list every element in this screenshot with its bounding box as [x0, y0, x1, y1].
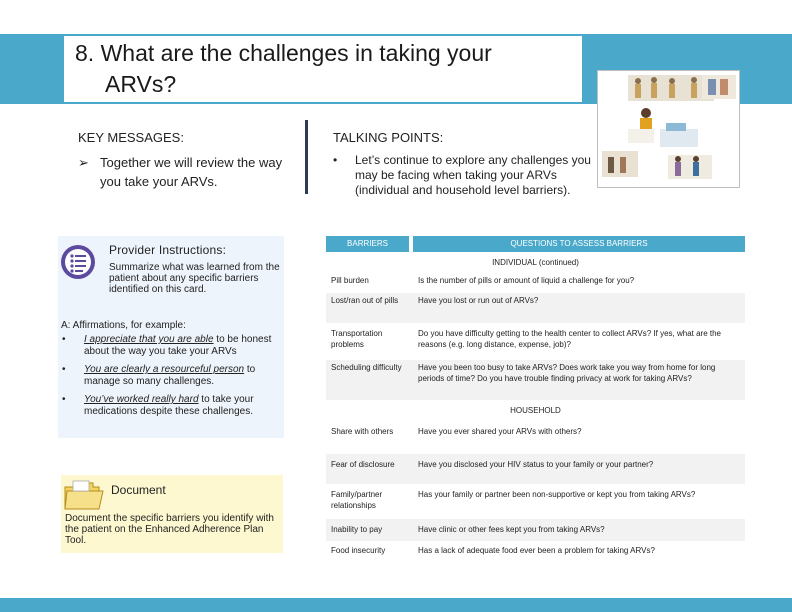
footer-band — [0, 598, 792, 612]
bullet-icon: • — [333, 153, 338, 167]
provider-summary: Summarize what was learned from the patient about any specific barriers identified on this card. — [109, 262, 280, 295]
barrier-cell: Transportation problems — [331, 329, 383, 349]
barrier-cell: Family/partner relationships — [331, 490, 383, 510]
question-cell: Have you been too busy to take ARVs? Does work take you way from home for long periods of time? Do you have trouble finding privacy at work for taking ARVs? — [418, 363, 716, 383]
key-messages-heading: KEY MESSAGES: — [78, 130, 184, 145]
affirmation-rest: to take your medications despite these challenges. — [84, 394, 254, 417]
document-text: Document the specific barriers you identify with the patient on the Enhanced Adherence Plan Tool. — [65, 513, 274, 546]
barrier-cell: Pill burden — [331, 276, 369, 285]
barriers-column-header: BARRIERS — [326, 236, 409, 252]
folder-icon — [63, 479, 105, 511]
bullet-icon: • — [62, 364, 66, 375]
question-cell: Have you ever shared your ARVs with others? — [418, 427, 582, 436]
arrow-bullet-icon: ➢ — [78, 155, 89, 170]
table-row — [326, 454, 745, 484]
barrier-cell: Inability to pay — [331, 525, 383, 534]
barrier-cell: Food insecurity — [331, 546, 386, 555]
talking-point-item — [333, 153, 603, 198]
affirmation-item — [61, 334, 276, 358]
table-row — [326, 326, 745, 358]
affirmation-underlined: You are clearly a resourceful person — [84, 364, 245, 375]
question-cell: Do you have difficulty getting to the health center to collect ARVs? If yes, what are the reasons (e.g. long distance, expense, job)? — [418, 329, 721, 349]
provider-instructions-title: Provider Instructions: — [109, 243, 227, 257]
questions-column-header: QUESTIONS TO ASSESS BARRIERS — [413, 236, 745, 252]
affirmations-list — [61, 334, 276, 424]
title-line-2: ARVs? — [105, 71, 177, 97]
affirmations-title: A: Affirmations, for example: — [61, 320, 186, 331]
key-message-text: Together we will review the way you take your ARVs. — [100, 155, 283, 189]
key-message-item — [78, 153, 303, 191]
talking-point-text: Let’s continue to explore any challenges you may be facing when taking your ARVs (individual and household level barriers). — [355, 153, 591, 197]
question-cell: Have clinic or other fees kept you from taking ARVs? — [418, 525, 605, 534]
question-cell: Is the number of pills or amount of liquid a challenge for you? — [418, 276, 635, 285]
affirmation-underlined: I appreciate that you are able — [84, 334, 214, 345]
table-row — [326, 293, 745, 323]
barrier-cell: Scheduling difficulty — [331, 363, 402, 372]
vertical-divider — [305, 120, 308, 194]
table-row — [326, 273, 745, 292]
question-cell: Have you disclosed your HIV status to your family or your partner? — [418, 460, 654, 469]
question-cell: Has a lack of adequate food ever been a problem for taking ARVs? — [418, 546, 655, 555]
table-row — [326, 487, 745, 517]
question-cell: Have you lost or run out of ARVs? — [418, 296, 539, 305]
barrier-cell: Share with others — [331, 427, 394, 436]
barrier-cell: Lost/ran out of pills — [331, 296, 399, 305]
table-row — [326, 360, 745, 400]
household-section-label: HOUSEHOLD — [510, 406, 561, 415]
table-row — [326, 519, 745, 541]
question-cell: Has your family or partner been non-supportive or kept you from taking ARVs? — [418, 490, 696, 499]
affirmation-rest: to be honest about the way you take your ARVs — [84, 334, 272, 357]
bullet-icon: • — [62, 334, 66, 345]
affirmation-item — [61, 364, 276, 388]
barrier-cell: Fear of disclosure — [331, 460, 395, 469]
illustration-image — [597, 70, 740, 188]
affirmation-item — [61, 394, 276, 418]
bullet-icon: • — [62, 394, 66, 405]
talking-points-heading: TALKING POINTS: — [333, 130, 444, 145]
individual-section-label: INDIVIDUAL (continued) — [492, 258, 579, 267]
affirmation-underlined: You’ve worked really hard — [84, 394, 199, 405]
document-title: Document — [111, 483, 166, 497]
table-row — [326, 422, 745, 452]
table-row — [326, 541, 745, 561]
title-line-1: 8. What are the challenges in taking your — [75, 40, 492, 66]
page-title — [75, 38, 492, 100]
checklist-icon — [60, 244, 96, 280]
affirmation-rest: to manage so many challenges. — [84, 364, 256, 387]
